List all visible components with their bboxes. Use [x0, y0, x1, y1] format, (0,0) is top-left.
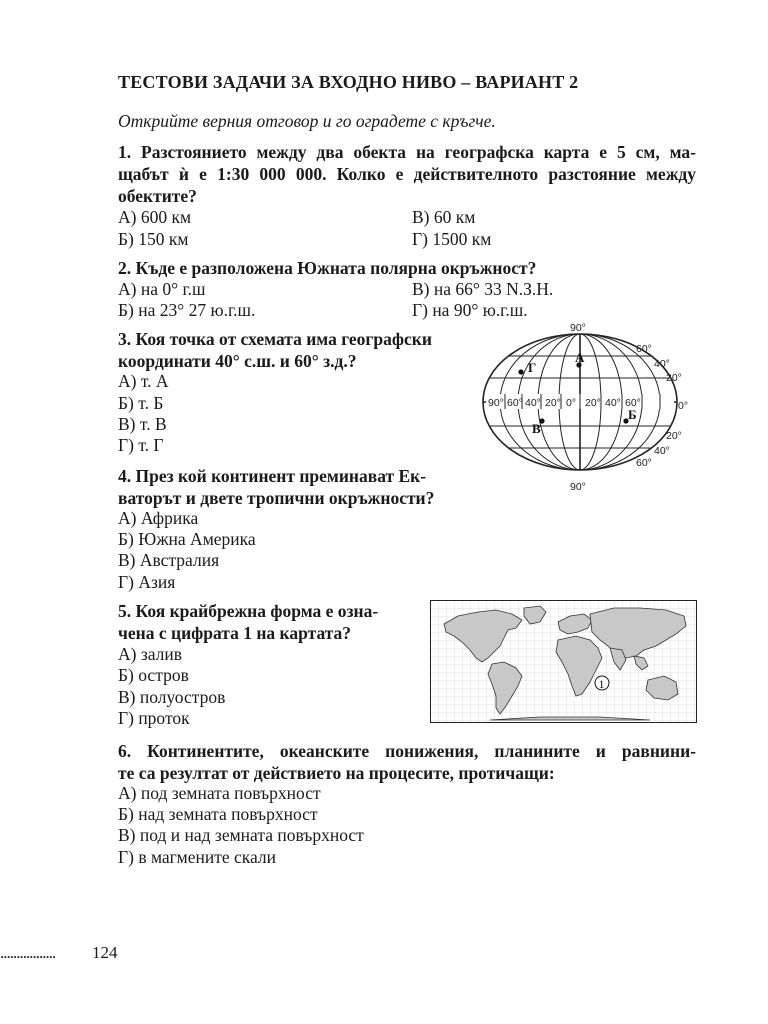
question-line: те са резултат от действието на процесите, протичащи: [118, 763, 555, 783]
question-3-text [118, 328, 432, 372]
latitude-label: 40° [654, 445, 670, 457]
globe-grid-diagram [470, 318, 700, 498]
question-5-text [118, 600, 378, 644]
question-line: 1. Разстоянието между два обекта на географска карта е 5 см, ма- [118, 142, 696, 162]
answer-option[interactable]: В) т. В [118, 414, 167, 434]
instruction: Открийте верния отговор и го оградете с кръгче. [118, 111, 496, 131]
question-line: координати 40° с.ш. и 60° з.д.? [118, 351, 357, 371]
latitude-label: 20° [666, 430, 682, 442]
answer-option[interactable]: Б) т. Б [118, 393, 164, 413]
answer-option[interactable]: Б) на 23° 27 ю.г.ш. [118, 300, 256, 320]
page-title: ТЕСТОВИ ЗАДАЧИ ЗА ВХОДНО НИВО – ВАРИАНТ 2 [118, 72, 579, 92]
longitude-label: 40° [525, 397, 541, 409]
question-2-text: 2. Къде е разположена Южната полярна окръжност? [118, 258, 537, 278]
answer-option[interactable]: В) полуостров [118, 687, 226, 707]
answer-option[interactable]: Г) проток [118, 708, 190, 728]
pole-label-bottom: 90° [570, 481, 586, 493]
question-line: 6. Континентите, океанските понижения, планините и равнини- [118, 741, 696, 761]
point-v-label: В [532, 421, 541, 436]
answer-option[interactable]: Г) в магмените скали [118, 847, 277, 867]
longitude-label: 0° [566, 397, 577, 409]
question-1-text [118, 141, 696, 207]
answer-option[interactable]: Г) на 90° ю.г.ш. [412, 300, 528, 320]
world-map [430, 600, 697, 723]
answer-option[interactable]: А) на 0° г.ш [118, 279, 206, 299]
answer-option[interactable]: А) под земната повърхност [118, 783, 321, 803]
question-line: обектите? [118, 186, 197, 206]
longitude-label: 40° [605, 397, 621, 409]
answer-option[interactable]: Г) Азия [118, 572, 176, 592]
question-line: 4. През кой континент преминават Ек- [118, 466, 427, 486]
question-line: чена с цифрата 1 на картата? [118, 623, 352, 643]
answer-option[interactable]: Б) 150 км [118, 229, 189, 249]
latitude-label: 60° [636, 343, 652, 355]
map-marker-label: 1 [598, 677, 605, 691]
longitude-label: 20° [585, 397, 601, 409]
question-line: 3. Коя точка от схемата има географски [118, 329, 432, 349]
point-g-label: Г [528, 360, 537, 375]
question-line: ваторът и двете тропични окръжности? [118, 488, 435, 508]
question-line: щабът ѝ е 1:30 000 000. Колко е действителното разстояние между [118, 164, 696, 184]
longitude-label: 60° [507, 397, 523, 409]
answer-option[interactable]: В) Австралия [118, 550, 220, 570]
point-a-label: А [575, 350, 585, 365]
answer-option[interactable]: Б) остров [118, 665, 189, 685]
answer-option[interactable]: А) т. А [118, 371, 169, 391]
longitude-label: 60° [625, 397, 641, 409]
question-line: 5. Коя крайбрежна форма е озна- [118, 601, 379, 621]
longitude-label: 90° [488, 397, 504, 409]
question-6-text [118, 740, 696, 784]
page-number: 124 [92, 943, 118, 962]
latitude-label: 20° [666, 372, 682, 384]
longitude-label: 20° [545, 397, 561, 409]
pole-label-top: 90° [570, 322, 586, 334]
dotted-leader: ................. [0, 943, 56, 962]
answer-option[interactable]: А) залив [118, 644, 183, 664]
latitude-label: 40° [654, 358, 670, 370]
answer-option[interactable]: А) 600 км [118, 207, 192, 227]
answer-option[interactable]: В) под и над земната повърхност [118, 825, 364, 845]
answer-option[interactable]: В) на 66° 33 N.З.Н. [412, 279, 554, 299]
answer-option[interactable]: Г) 1500 км [412, 229, 492, 249]
question-4-text [118, 465, 434, 509]
latitude-label: 60° [636, 457, 652, 469]
answer-option[interactable]: В) 60 км [412, 207, 476, 227]
answer-option[interactable]: Б) над земната повърхност [118, 804, 318, 824]
point-b-label: Б [628, 407, 637, 422]
answer-option[interactable]: А) Африка [118, 508, 199, 528]
point-g-dot [518, 369, 523, 374]
answer-option[interactable]: Г) т. Г [118, 435, 164, 455]
answer-option[interactable]: Б) Южна Америка [118, 529, 256, 549]
latitude-label: 0° [678, 400, 689, 412]
